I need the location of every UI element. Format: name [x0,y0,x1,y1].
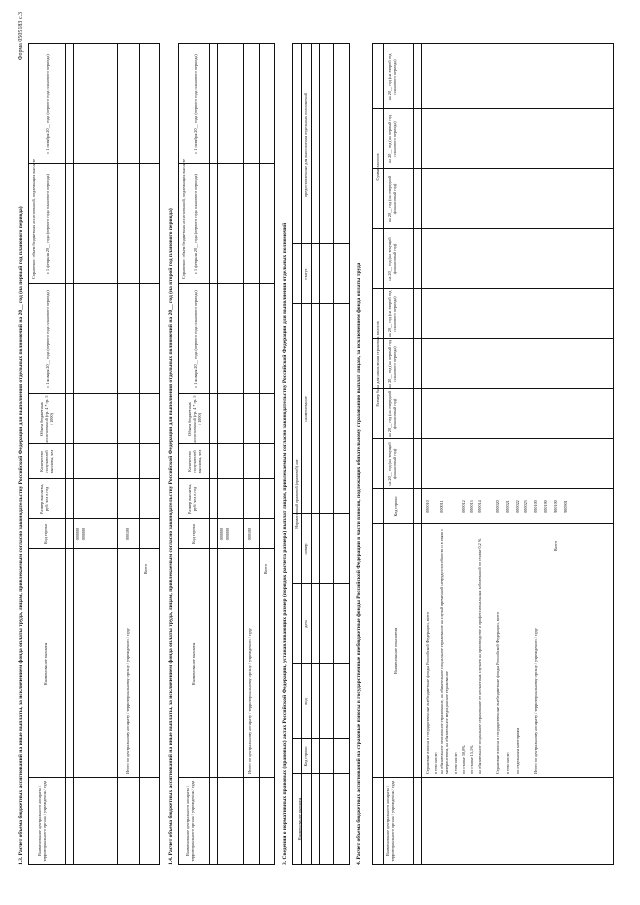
col-org: Наименование центрального аппарата / территориального органа / учреждения / суда [185,780,195,862]
total-org-label: Итого по центральному аппарату / территориальному органу / учреждению / суду [125,628,130,774]
col-org: Наименование центрального аппарата / территориального органа / учреждения / суда [385,780,395,862]
row-label: Итого по центральному аппарату / территориальному органу / учреждению / суду [533,628,538,774]
code-cell: 000100 [125,527,130,541]
col-feb: с 1 февраля 20__ года (первого года планового периода) [45,174,50,274]
col-org: Наименование центрального аппарата / территориального органа / учреждения / суда [37,780,47,862]
col-indicator: Наименование показателя [393,627,398,675]
code-cell: 000010 [425,500,430,513]
col-volume: Объем бюджетных ассигнований (гр. 4 * гр. 5 / 1000) [187,395,202,443]
col-name: наименование [303,396,308,422]
row-label: Страховые взносы в государственные внебюджетные фонды Российской Федерации, всего [495,611,500,774]
row-label: на обязательное социальное страхование от несчастных случаев на производстве и профессиональных заболеваний по ставке 0,2 % [477,538,482,774]
code-cell: 000022 [515,500,520,513]
col-status: статус [303,268,308,280]
total-org-label: Итого по центральному аппарату / территориальному органу / учреждению / суду [247,628,252,774]
code-cell: 000100 [533,500,538,513]
col-s2: на 20__ год (на очередной финансовый год) [387,175,397,223]
code-cell: 000013 [469,500,474,513]
row-label: в том числе: [505,752,510,774]
row-label: по ставке 15,1% [469,745,474,774]
col-payment: Наименование выплаты [43,642,48,686]
section-4-title: 4. Расчет объема бюджетных ассигнований на страховые взносы в государственные внебюджетные фонды Российской Федерации в части взносов, подлежащих обязательному страхованию выплат лицам, за исключением фонда оплаты труда [356,262,362,865]
code-cell: 000000 [219,527,224,541]
row-label: по ставке 30,0% [461,745,466,774]
code-cell: 900901 [563,500,568,513]
col-act: Нормативный правовой (правовой) акт [294,459,299,529]
col-num: номер [303,543,308,555]
col-code: Код строки [393,496,398,517]
col-jan: с 1 января 20__ года (первого года планового периода) [45,290,50,388]
col-oct: с 1 октября 20__ года (первого года планового периода) [45,54,50,154]
col-payname: Наименование выплаты [297,797,302,841]
code-cell: 000000 [225,527,230,541]
row-label: в том числе: [453,752,458,774]
col-s1: на 20__ год (на текущий финансовый год) [387,237,397,281]
col-feb: с 1 февраля 20__ года (первого года планового периода) [193,174,198,274]
col-code: Код строки [303,746,308,767]
col-y3: на 20__ год (на первый год планового периода) [387,340,397,388]
row-label: на обязательное пенсионное страхование, на обязательное социальное страхование на случай временной нетрудоспособности и в связи с материнством, на обязательное медицинское страхование [439,528,449,774]
row-label: в том числе: [433,752,438,774]
col-reason: предоставленные для выполнения отдельных полномочий [303,93,308,197]
table-3 [292,43,350,865]
col-payment: Наименование выплаты [191,642,196,686]
col-volume: Объем бюджетных ассигнований (гр. 4 * гр. 5 / 1000) [39,395,54,443]
col-amount: Размер выплаты, руб/ чел в год [39,484,49,514]
col-reference: Справочно: объем бюджетных ассигнований, подлежащих выплате [31,159,36,279]
col-code: Код строки [43,524,48,544]
col-base: Размер базы для начисления страховых взносов [375,321,380,407]
table-4 [372,43,614,865]
total-label: Всего [143,563,148,575]
code-cell: 000020 [495,500,500,513]
section-1-4-title: 1.4. Расчет объема бюджетных ассигнований на иные выплаты, за исключением фонда оплаты труда, лицам, привлекаемым согласно законодательству Российской Федерации для выполнения отдельных полномочий на 20__ год (на второй год планового периода) [168,208,174,865]
col-oct: с 1 октября 20__ года (первого года планового периода) [193,54,198,154]
col-qty: Количество получателей выплаты, чел [39,449,54,474]
code-cell: 000021 [505,500,510,513]
col-reference: Справочно: объем бюджетных ассигнований, подлежащих выплате [181,159,186,279]
col-y1: на 20__ год (на текущий финансовый год) [387,442,397,486]
section-1-3-title: 1.3. Расчет объема бюджетных ассигнований на иные выплаты, за исключением фонда оплаты труда, лицам, привлекаемым согласно законодательству Российской Федерации для выполнения отдельных полномочий на 20__ год (на первый год планового периода) [18,206,24,865]
form-number: Форма 0505183 с.3 [18,12,24,61]
code-cell: 000023 [523,500,528,513]
total-label: Всего [263,563,268,575]
col-amount: Размер выплаты, руб/ чел в год [187,484,197,514]
col-s3: на 20__ год (на первый год планового периода) [387,115,397,163]
col-s4: на 20__ год (на второй год планового периода) [387,53,397,101]
section-3-title: 3. Сведения о нормативных правовых (правовых) актах Российской Федерации, устанавливающих размер (порядок расчета размера) выплат лицам, привлекаемым согласно законодательству Российской Федерации для выполнения отдельных полномочий [282,222,288,865]
col-jan: с 1 января 20__ года (первого года планового периода) [193,290,198,388]
table-1-3 [28,43,160,865]
total-label: Всего [553,540,558,552]
col-qty: Количество получателей выплаты, чел [187,449,202,474]
row-label: Страховые взносы в государственные внебюджетные фонды Российской Федерации, всего [425,611,430,774]
col-sum: Сумма взносов [375,153,380,181]
code-cell: 000190 [543,500,548,513]
code-cell: 000000 [81,527,86,541]
col-y2: на 20__ год (на очередной финансовый год) [387,390,397,438]
col-date: дата [303,620,308,628]
code-cell: 000011 [439,500,444,513]
col-y4: на 20__ год (на второй год планового периода) [387,290,397,338]
col-type: вид [303,698,308,705]
code-cell: 000014 [477,500,482,513]
code-cell: 000100 [247,527,252,541]
code-cell: 900100 [553,500,558,513]
row-label: по отдельным категориям [515,728,520,774]
table-1-4 [178,43,275,865]
code-cell: 000012 [461,500,466,513]
col-code: Код строки [191,524,196,544]
code-cell: 000000 [75,527,80,541]
